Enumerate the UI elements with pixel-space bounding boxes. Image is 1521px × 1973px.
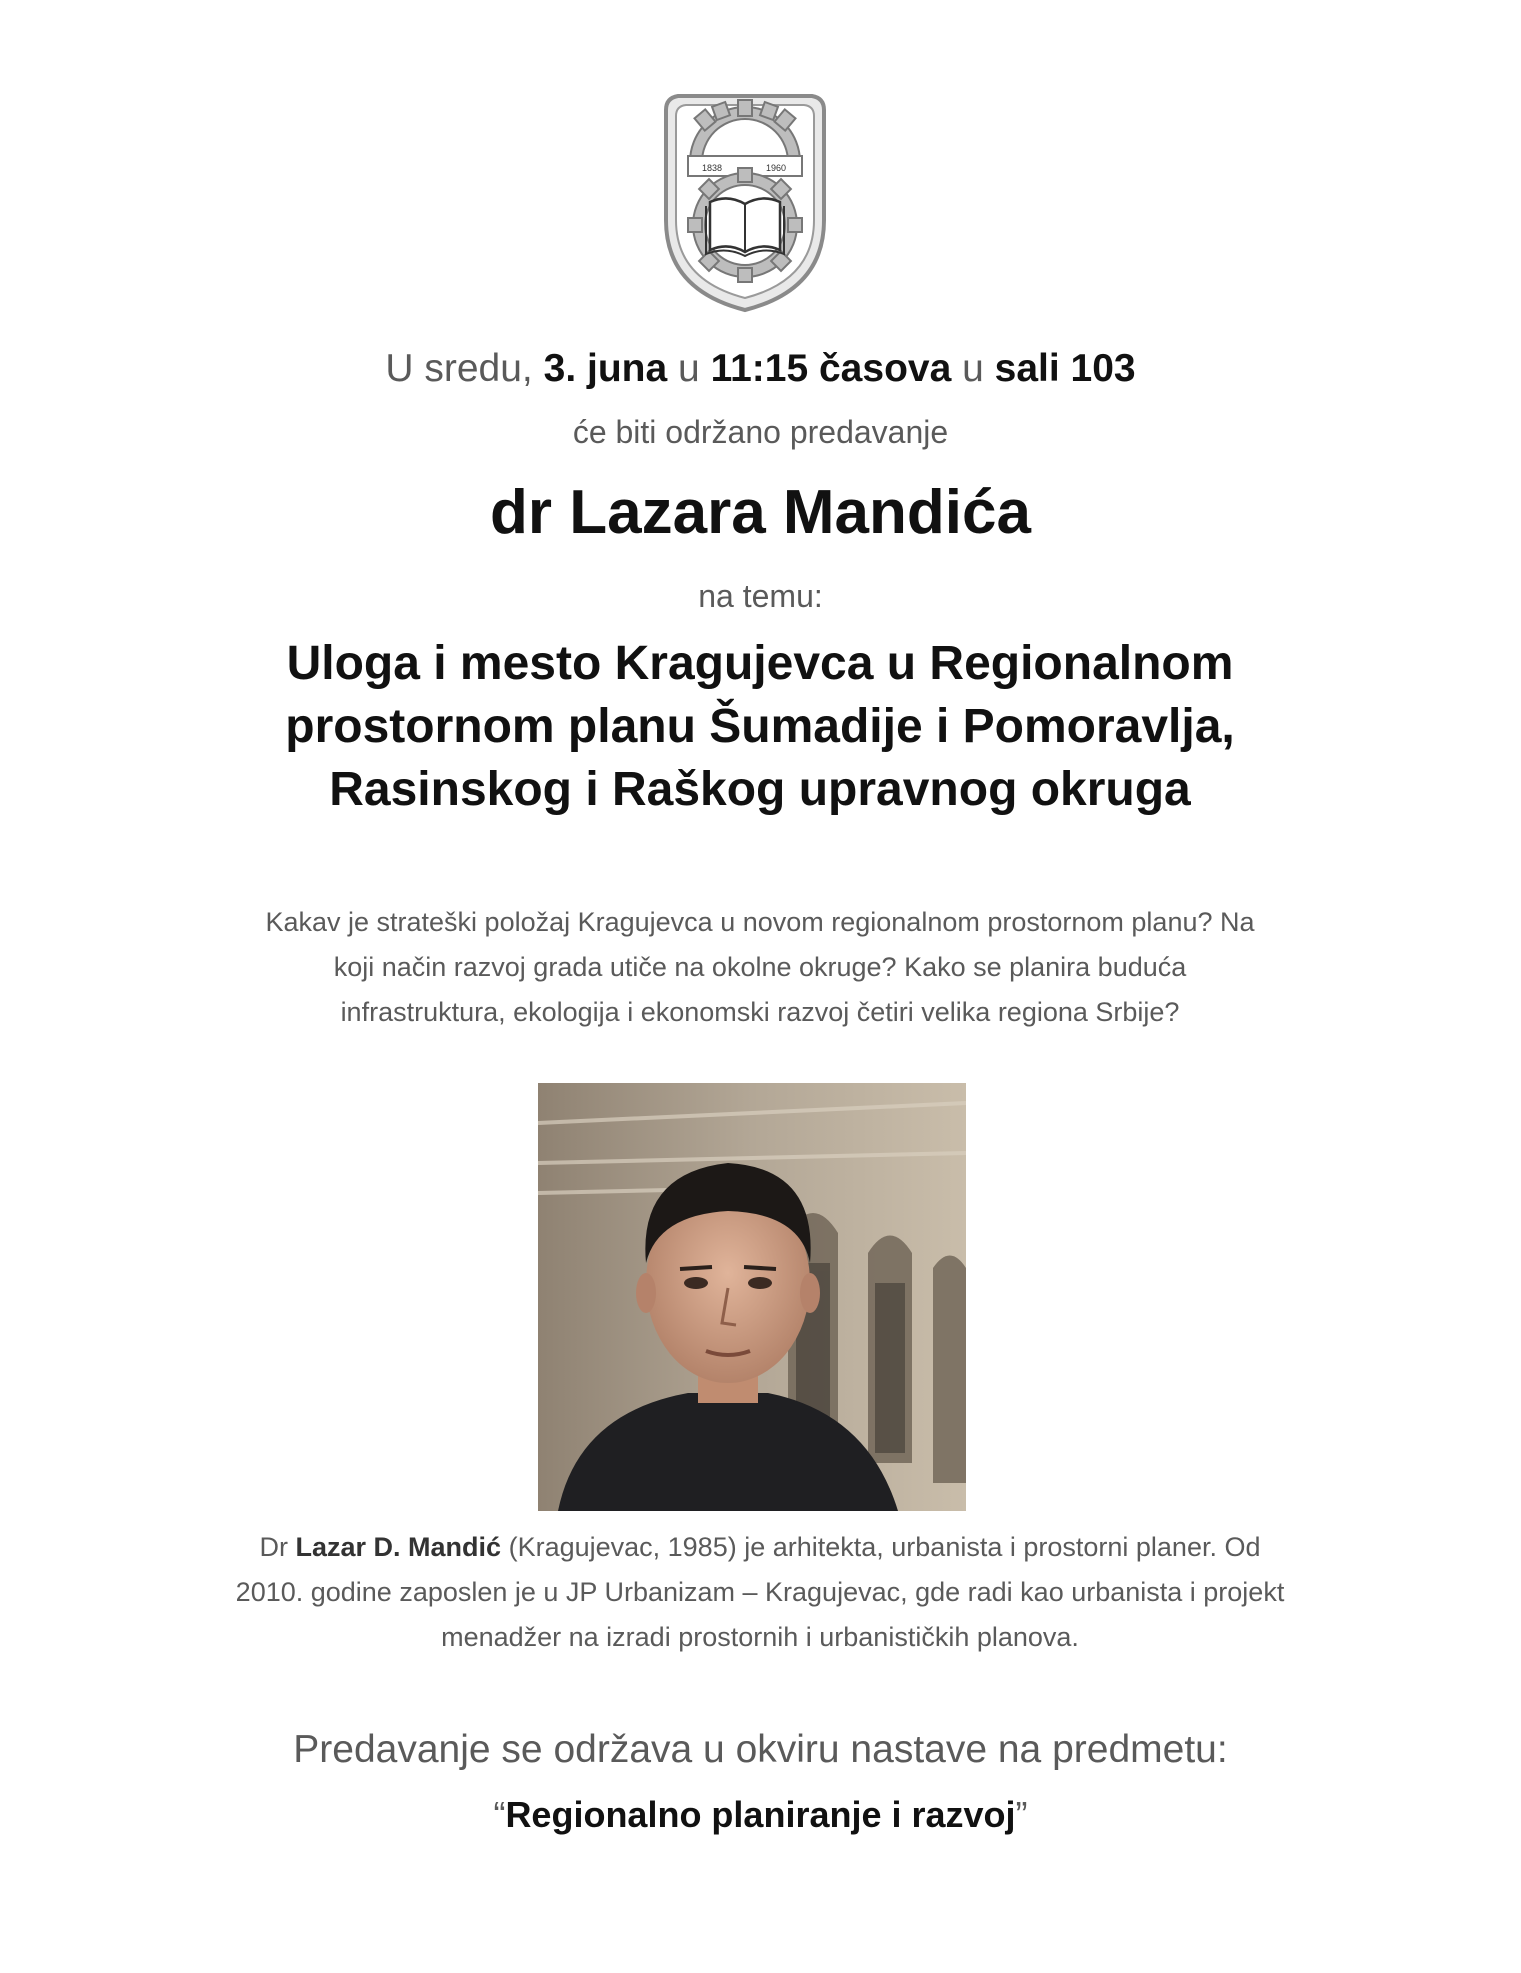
event-conj1: u	[678, 347, 700, 390]
course-intro: Predavanje se održava u okviru nastave na predmetu:	[293, 1728, 1228, 1771]
event-conj2: u	[962, 347, 984, 390]
topic-title: Uloga i mesto Kragujevca u Regionalnom prostornom planu Šumadije i Pomoravlja, Rasinskog i Raškog upravnog okruga	[285, 637, 1235, 816]
topic-intro: na temu:	[698, 578, 823, 614]
course-name: Regionalno planiranje i razvoj	[505, 1794, 1016, 1835]
logo-year-right: 1960	[766, 163, 787, 173]
bio-text: (Kragujevac, 1985) je arhitekta, urbanista i prostorni planer. Od 2010. godine zaposlen je u JP Urbanizam – Kragujevac, gde radi kao urbanista i projekt menadžer na izradi prostornih i urbanističkih planova.	[235, 1532, 1285, 1652]
speaker-name: dr Lazara Mandića	[490, 478, 1031, 547]
logo-year-left: 1838	[702, 163, 723, 173]
event-datetime-line	[0, 345, 1521, 393]
course-name-line	[0, 1792, 1521, 1838]
topic-questions: Kakav je strateški položaj Kragujevca u novom regionalnom prostornom planu? Na koji način razvoj grada utiče na okolne okruge? Kako se planira buduća infrastruktura, ekologija i ekonomski razvoj četiri velika regiona Srbije?	[265, 907, 1255, 1027]
event-date: 3. juna	[543, 347, 668, 390]
event-intro: U sredu,	[385, 347, 533, 390]
bio-name: Lazar D. Mandić	[295, 1532, 502, 1562]
course-open-quote: “	[493, 1794, 506, 1835]
bio-prefix: Dr	[259, 1532, 288, 1562]
speaker-bio	[230, 1525, 1290, 1660]
speaker-photo	[538, 1083, 966, 1511]
event-time: 11:15 časova	[710, 347, 952, 390]
faculty-logo-icon	[660, 90, 830, 314]
event-subline: će biti održano predavanje	[572, 414, 949, 450]
event-room: sali 103	[994, 347, 1136, 390]
course-close-quote: ”	[1015, 1794, 1028, 1835]
